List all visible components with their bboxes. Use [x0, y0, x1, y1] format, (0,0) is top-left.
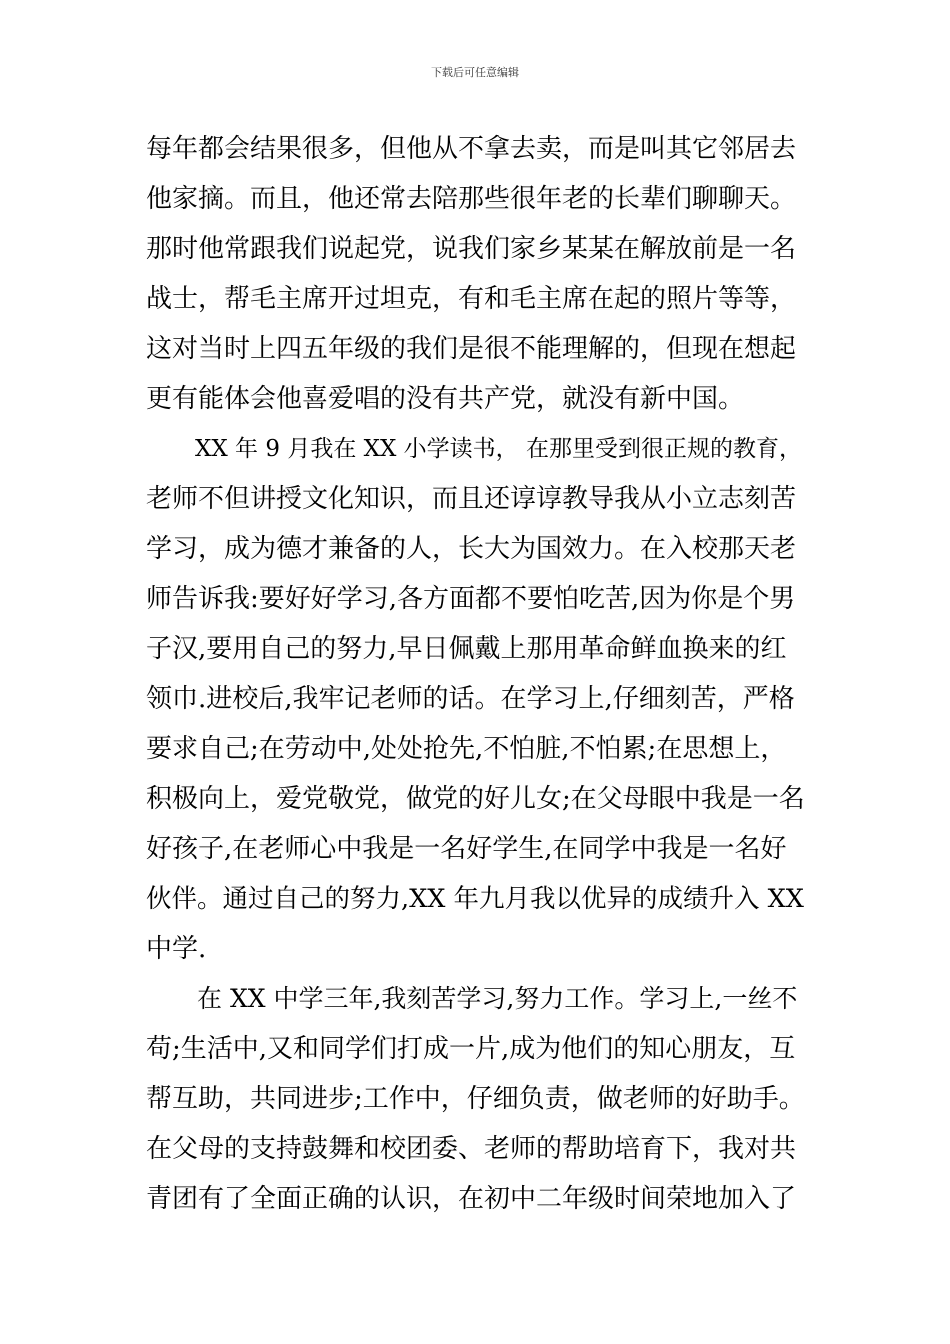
- text-line: 战士，帮毛主席开过坦克，有和毛主席在起的照片等等，: [146, 284, 797, 314]
- text-line: 青团有了全面正确的认识，在初中二年级时间荣地加入了: [146, 1184, 797, 1214]
- text-line: 在 XX 中学三年,我刻苦学习,努力工作。学习上,一丝不: [172, 984, 798, 1013]
- text-line: 这对当时上四五年级的我们是很不能理解的，但现在想起: [146, 334, 797, 364]
- text-line: 更有能体会他喜爱唱的没有共产党，就没有新中国。: [146, 384, 745, 414]
- text-line: 每年都会结果很多，但他从不拿去卖，而是叫其它邻居去: [146, 134, 797, 164]
- text-line: 学习，成为德才兼备的人，长大为国效力。在入校那天老: [146, 534, 797, 564]
- text-line: 中学.: [146, 934, 207, 964]
- text-line: 苟;生活中,又和同学们打成一片,成为他们的知心朋友，互: [146, 1034, 796, 1064]
- text-line: 老师不但讲授文化知识，而且还谆谆教导我从小立志刻苦: [146, 484, 797, 514]
- text-line: 要求自己;在劳动中,处处抢先,不怕脏,不怕累;在思想上，: [146, 734, 787, 764]
- text-line: 积极向上，爱党敬党，做党的好儿女;在父母眼中我是一名: [146, 784, 805, 814]
- text-line: 他家摘。而且，他还常去陪那些很年老的长辈们聊聊天。: [146, 184, 797, 214]
- page-header: 下载后可任意编辑: [431, 66, 519, 79]
- text-line: 伙伴。通过自己的努力,XX 年九月我以优异的成绩升入 XX: [146, 884, 804, 914]
- text-line: 师告诉我:要好好学习,各方面都不要怕吃苦,因为你是个男: [146, 584, 796, 614]
- text-line: 那时他常跟我们说起党，说我们家乡某某在解放前是一名: [146, 234, 797, 264]
- text-line: 领巾.进校后,我牢记老师的话。在学习上,仔细刻苦，严格: [146, 684, 795, 714]
- text-line: 在父母的支持鼓舞和校团委、老师的帮助培育下，我对共: [146, 1134, 797, 1164]
- text-line: 帮互助，共同进步;工作中，仔细负责，做老师的好助手。: [146, 1084, 805, 1114]
- text-line: XX 年 9 月我在 XX 小学读书， 在那里受到很正规的教育，: [172, 436, 802, 462]
- text-line: 好孩子,在老师心中我是一名好学生,在同学中我是一名好: [146, 834, 787, 864]
- text-line: 子汉,要用自己的努力,早日佩戴上那用革命鲜血换来的红: [146, 634, 787, 664]
